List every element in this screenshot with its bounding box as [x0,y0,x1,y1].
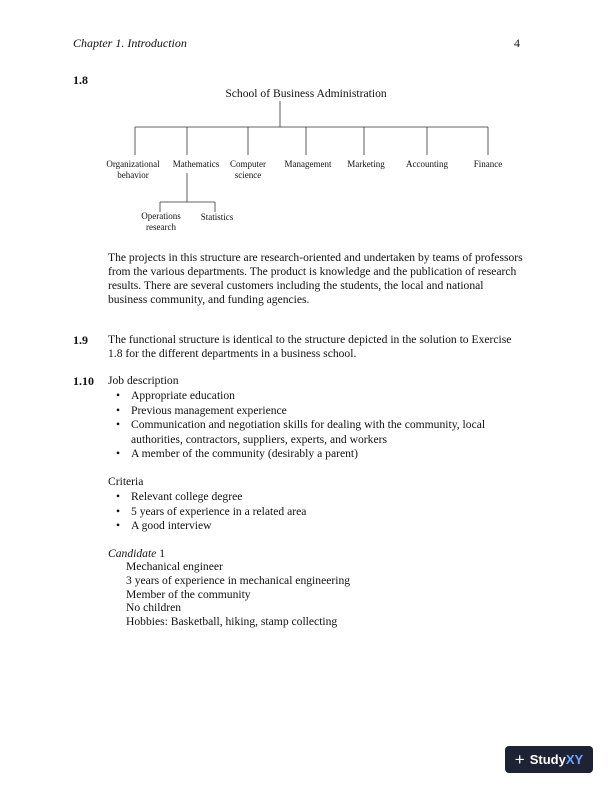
dept-computer-science-1: Computer [230,159,266,169]
section-1-8-paragraph [108,251,523,307]
org-root: School of Business Administration [225,87,387,100]
dept-organizational-behavior-1: Organizational [106,159,160,169]
subdept-operations-research-1: Operations [141,211,181,221]
org-chart-lines [135,101,488,212]
job-description-title: Job description [108,374,179,387]
list-item: • Appropriate education [108,389,548,404]
job-description-list [108,389,548,462]
candidate-number: 1 [159,547,166,560]
paragraph-line: business community, and funding agencies. [108,293,310,306]
candidate-label: Candidate [108,547,157,560]
criteria-title: Criteria [108,475,144,488]
list-item: • A member of the community (desirably a parent) [108,447,548,462]
section-1-9-paragraph [108,333,511,361]
list-item: • Previous management experience [108,404,548,419]
list-item: • A good interview [108,519,548,534]
paragraph-line: from the various departments. The product is knowledge and the publication of research [108,265,517,278]
dept-management: Management [284,159,332,169]
studyxy-badge[interactable] [505,746,593,773]
dept-organizational-behavior-2: behavior [117,170,149,180]
org-chart [0,80,612,250]
page-number: 4 [514,36,520,50]
candidate-heading [108,547,165,561]
dept-mathematics: Mathematics [172,159,220,169]
paragraph-line: The projects in this structure are research-oriented and undertaken by teams of professors [108,251,523,264]
chapter-header: Chapter 1. Introduction [73,36,187,50]
dept-accounting: Accounting [406,159,448,169]
section-number-1-8: 1.8 [73,73,88,87]
list-item: • 5 years of experience in a related area [108,505,548,520]
badge-name-part1: Study [529,752,566,767]
section-number-1-10: 1.10 [73,374,94,388]
candidate-line: No children [126,601,182,615]
criteria-list [108,490,548,534]
paragraph-line: 1.8 for the different departments in a business school. [108,347,357,360]
badge-name-part2: XY [565,752,584,767]
paragraph-line: The functional structure is identical to the structure depicted in the solution to Exercise [108,333,512,346]
section-number-1-9: 1.9 [73,333,88,347]
list-item: • Relevant college degree [108,490,548,505]
candidate-line: Mechanical engineer [126,560,223,573]
paragraph-line: results. There are several customers including the students, the local and national [108,279,484,292]
dept-marketing: Marketing [347,159,385,169]
subdept-statistics: Statistics [200,212,234,222]
list-item: • Communication and negotiation skills for dealing with the community, local authorities, contractors, suppliers, experts, and workers [108,418,548,447]
subdept-operations-research-2: research [146,222,176,232]
candidate-line: 3 years of experience in mechanical engineering [126,573,351,587]
candidate-line: Member of the community [126,587,251,601]
dept-finance: Finance [473,159,503,169]
candidate-line: Hobbies: Basketball, hiking, stamp collecting [126,615,338,629]
dept-computer-science-2: science [234,170,262,180]
candidate-details [126,560,350,629]
plus-icon: + [514,749,525,769]
